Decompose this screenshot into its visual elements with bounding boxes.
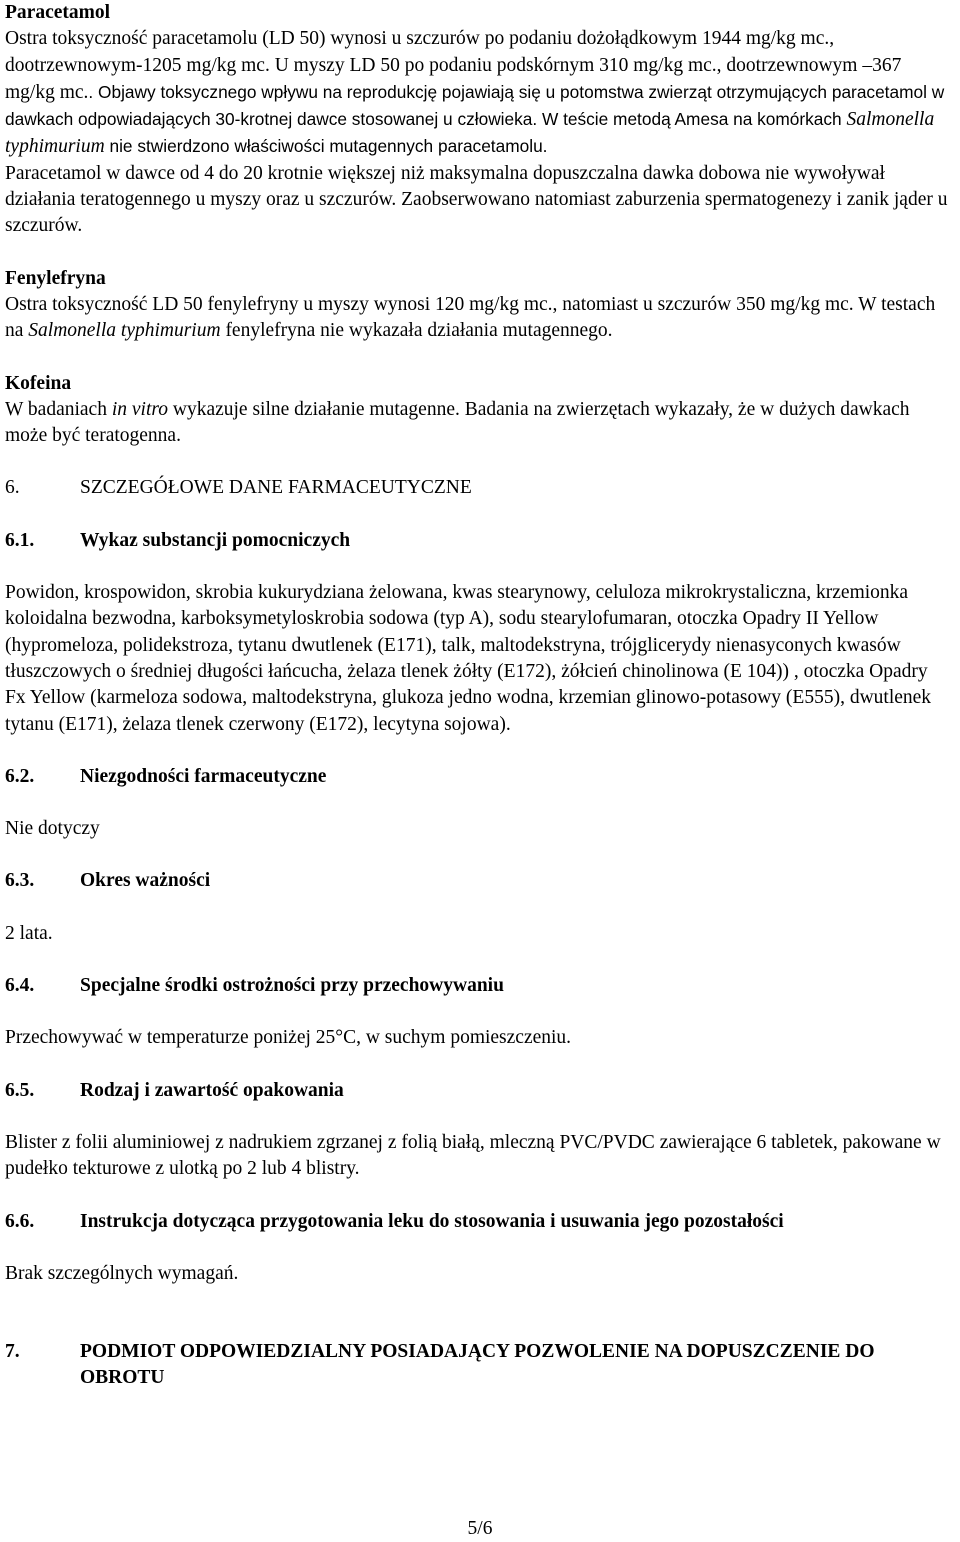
disposal-text: Brak szczególnych wymagań. [5, 1262, 239, 1284]
section-6-3-number: 6.3. [5, 870, 35, 892]
section-6-1-heading [5, 528, 953, 554]
storage-text: Przechowywać w temperaturze poniżej 25°C, w suchym pomieszczeniu. [5, 1027, 572, 1049]
kofeina-heading: Kofeina [5, 372, 72, 394]
section-6-5-number: 6.5. [5, 1079, 35, 1101]
section-6-3-title: Okres ważności [80, 870, 211, 892]
section-7-heading [5, 1339, 953, 1392]
paracetamol-reproduction-text: . Objawy toksycznego wpływu na reprodukcję pojawiają się u potomstwa zwierząt otrzymujących paracetamol w dawkach odpowiadających 30-krotnej dawce stosowanej u człowieka. [5, 81, 945, 130]
shelf-life-text: 2 lata. [5, 922, 53, 944]
section-6-heading [5, 475, 953, 501]
section-6-6-number: 6.6. [5, 1210, 35, 1232]
kofeina-text-b: wykazuje silne działanie mutagenne. Badania na zwierzętach wykazały, że w dużych dawkach może być teratogenna. [5, 398, 910, 447]
section-6-2-heading [5, 764, 953, 790]
section-6-5-heading [5, 1078, 953, 1104]
fenylefryna-paragraph [5, 292, 953, 345]
section-7-number: 7. [5, 1341, 20, 1363]
section-6-2-number: 6.2. [5, 765, 35, 787]
fenylefryna-salmonella-italic: Salmonella typhimurium [28, 320, 221, 342]
paracetamol-ames-text: W teście metodą Amesa na komórkach [537, 109, 847, 130]
section-6-1-number: 6.1. [5, 529, 35, 551]
paracetamol-heading: Paracetamol [5, 2, 111, 23]
kofeina-paragraph [5, 397, 953, 450]
paracetamol-ld50-text: Ostra toksyczność paracetamolu (LD 50) wynosi u szczurów po podaniu dożołądkowym 1944 mg/kg mc., dootrzewnowym-1205 mg/kg mc. U myszy LD 50 po podaniu podskórnym 310 mg/kg mc., dootrzewnowym –367 mg/kg mc. [5, 28, 902, 103]
in-vitro-italic: in vitro [111, 398, 168, 420]
document-page [5, 0, 953, 1392]
section-6-4-title: Specjalne środki ostrożności przy przechowywaniu [80, 975, 504, 997]
section-6-4-number: 6.4. [5, 975, 35, 997]
section-6-4-heading [5, 973, 953, 999]
salmonella-italic: Salmonella typhimurium [5, 109, 935, 158]
paracetamol-teratogenic-paragraph: Paracetamol w dawce od 4 do 20 krotnie większej niż maksymalna dopuszczalna dawka dobowa nie wywoływał działania teratogennego u myszy oraz u szczurów. Zaobserwowano natomiast zaburzenia spermatogenezy i zanik jąder u szczurów. [5, 162, 948, 237]
paracetamol-mutagenic-text: nie stwierdzono właściwości mutagennych paracetamolu. [104, 136, 548, 157]
packaging-text: Blister z folii aluminiowej z nadrukiem zgrzanej z folią białą, mleczną PVC/PVDC zawierające 6 tabletek, pakowane w pudełko tekturowe z ulotką po 2 lub 4 blistry. [5, 1131, 941, 1180]
fenylefryna-text-b: fenylefryna nie wykazała działania mutagennego. [220, 320, 613, 342]
section-6-2-title: Niezgodności farmaceutyczne [80, 765, 327, 787]
excipients-list: Powidon, krospowidon, skrobia kukurydziana żelowana, kwas stearynowy, celuloza mikrokrystaliczna, krzemionka koloidalna bezwodna, karboksymetyloskrobia sodowa (typ A), sodu stearylofumaran, otoczka Opadry II Yellow (hypromeloza, polidekstroza, tytanu dwutlenek (E171), talk, maltodekstryna, trójglicerydy nienasyconych kwasów tłuszczowych o średniej długości łańcucha, żelaza tlenek żółty (E172), żółcień chinolinowa (E 104)) , otoczka Opadry Fx Yellow (karmeloza sodowa, maltodekstryna, glukoza jedno wodna, krzemian glinowo-potasowy (E555), dwutlenek tytanu (E171), żelaza tlenek czerwony (E172), lecytyna sojowa). [5, 582, 932, 735]
paracetamol-toxicity-paragraph [5, 26, 953, 160]
fenylefryna-heading: Fenylefryna [5, 267, 106, 289]
fenylefryna-text-a: Ostra toksyczność LD 50 fenylefryny u myszy wynosi 120 mg/kg mc., natomiast u szczurów 350 mg/kg mc. W testach na [5, 293, 936, 342]
kofeina-text-a: W badaniach [5, 398, 112, 420]
section-6-6-title: Instrukcja dotycząca przygotowania leku do stosowania i usuwania jego pozostałości [80, 1210, 784, 1232]
incompatibilities-text: Nie dotyczy [5, 818, 100, 840]
section-6-number: 6. [5, 477, 20, 499]
section-7-title: PODMIOT ODPOWIEDZIALNY POSIADAJĄCY POZWOLENIE NA DOPUSZCZENIE DO OBROTU [80, 1341, 875, 1389]
section-6-3-heading [5, 868, 953, 894]
section-6-1-title: Wykaz substancji pomocniczych [80, 529, 351, 551]
page-number: 5/6 [467, 1518, 493, 1539]
section-6-5-title: Rodzaj i zawartość opakowania [80, 1079, 344, 1101]
section-6-6-heading [5, 1209, 953, 1235]
section-6-title: SZCZEGÓŁOWE DANE FARMACEUTYCZNE [80, 477, 472, 499]
